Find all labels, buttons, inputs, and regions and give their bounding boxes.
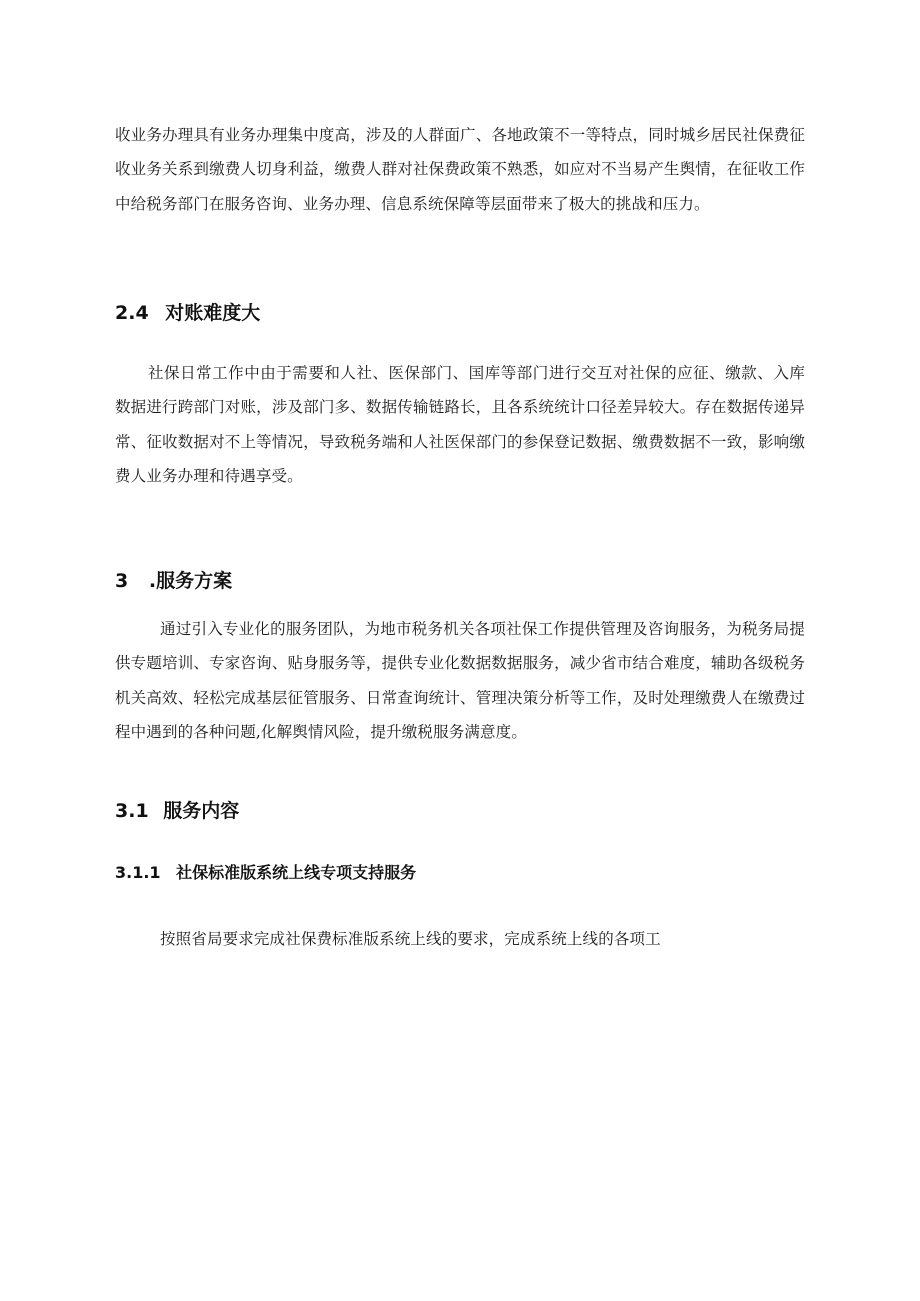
section-3-1-1-paragraph: 按照省局要求完成社保费标准版系统上线的要求，完成系统上线的各项工: [160, 930, 661, 948]
subsection-title: 社保标准版系统上线专项支持服务: [176, 863, 417, 882]
subsection-number: 3.1.1: [115, 863, 161, 882]
intro-paragraph: 收业务办理具有业务办理集中度高，涉及的人群面广、各地政策不一等特点，同时城乡居民社保费征收业务关系到缴费人切身利益，缴费人群对社保费政策不熟悉，如应对不当易产生舆情，在征收工作中给税务部门在服务咨询、业务办理、信息系统保障等层面带来了极大的挑战和压力。: [115, 126, 805, 213]
section-3-heading: [115, 566, 232, 593]
section-number: 3.1: [115, 800, 149, 822]
section-3-1-heading: [115, 796, 239, 823]
section-2-4-paragraph: 社保日常工作中由于需要和人社、医保部门、国库等部门进行交互对社保的应征、缴款、入库数据进行跨部门对账，涉及部门多、数据传输链路长，且各系统统计口径差异较大。存在数据传递异常、征收数据对不上等情况，导致税务端和人社医保部门的参保登记数据、缴费数据不一致，影响缴费人业务办理和待遇享受。: [115, 364, 805, 485]
section-3-1-1-heading: [115, 860, 416, 883]
section-number: 3: [115, 570, 129, 592]
section-3-paragraph: 通过引入专业化的服务团队，为地市税务机关各项社保工作提供管理及咨询服务，为税务局提供专题培训、专家咨询、贴身服务等，提供专业化数据数据服务，减少省市结合难度，辅助各级税务机关高效、轻松完成基层征管服务、日常查询统计、管理决策分析等工作，及时处理缴费人在缴费过程中遇到的各种问题,化解舆情风险，提升缴税服务满意度。: [115, 620, 805, 741]
section-2-4-heading: [115, 298, 260, 325]
section-title: 服务内容: [163, 800, 240, 822]
section-title: 对账难度大: [165, 302, 261, 324]
section-title: .服务方案: [148, 570, 233, 592]
section-number: 2.4: [115, 302, 149, 324]
